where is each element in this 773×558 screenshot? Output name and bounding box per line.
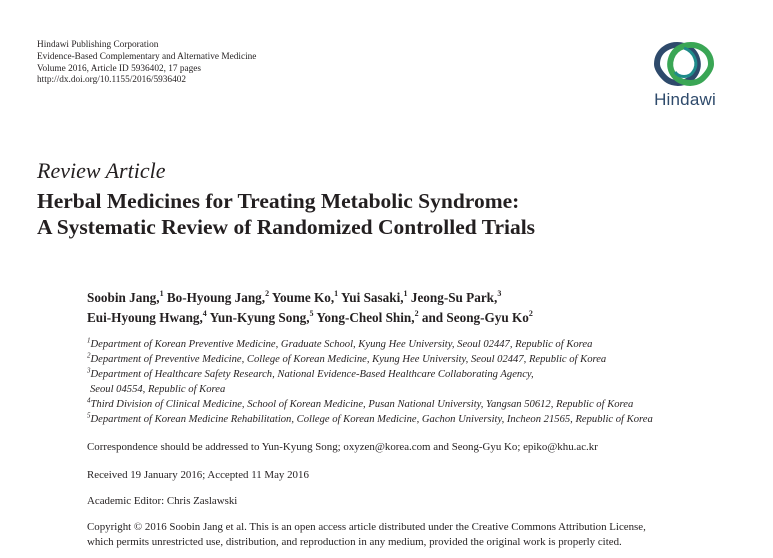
author-name: Eui-Hyoung Hwang, <box>87 310 203 325</box>
logo-text: Hindawi <box>654 90 716 109</box>
affiliation-item <box>87 397 653 412</box>
affiliation-item <box>87 337 653 352</box>
academic-editor: Academic Editor: Chris Zaslawski <box>87 495 238 507</box>
author-name: Yong-Cheol Shin, <box>316 310 415 325</box>
journal-header <box>37 40 256 87</box>
copyright-line-1: Copyright © 2016 Soobin Jang et al. This is an open access article distributed under the Creative Commons Attribution License, <box>87 521 646 533</box>
affiliation-marker: 5 <box>87 411 91 420</box>
received-dates: Received 19 January 2016; Accepted 11 May 2016 <box>87 469 309 481</box>
affiliation-marker: 1 <box>87 336 91 345</box>
author-name: Yun-Kyung Song, <box>209 310 310 325</box>
article-title <box>37 188 535 240</box>
author-list <box>87 288 533 328</box>
affiliation-text: Third Division of Clinical Medicine, School of Korean Medicine, Pusan National University, Yangsan 50612, Republic of Korea <box>90 399 634 411</box>
title-line-2: A Systematic Review of Randomized Controlled Trials <box>37 215 536 239</box>
volume-info: Volume 2016, Article ID 5936402, 17 pages <box>37 63 202 74</box>
affiliation-text: Department of Korean Preventive Medicine, Graduate School, Kyung Hee University, Seoul 02447, Republic of Korea <box>90 339 593 350</box>
hindawi-rings-icon <box>645 36 723 92</box>
author-affil-marker: 4 <box>202 308 207 318</box>
author-affil-marker: 5 <box>309 308 314 318</box>
author-name: Jeong-Su Park, <box>410 290 498 305</box>
title-line-1: Herbal Medicines for Treating Metabolic Syndrome: <box>37 189 520 213</box>
copyright-line-2: which permits unrestricted use, distribution, and reproduction in any medium, provided the original work is properly cited. <box>87 535 622 548</box>
affiliation-text: Department of Preventive Medicine, College of Korean Medicine, Kyung Hee University, Seoul 02447, Republic of Korea <box>90 354 607 366</box>
affiliation-item <box>87 382 653 397</box>
affiliation-marker: 4 <box>87 396 91 405</box>
author-affil-marker: 1 <box>334 288 339 298</box>
affiliation-text: Department of Healthcare Safety Research, National Evidence-Based Healthcare Collaborating Agency, <box>90 369 534 381</box>
copyright-notice <box>87 520 646 549</box>
affiliation-marker: 3 <box>87 366 91 375</box>
affiliation-text: Seoul 04554, Republic of Korea <box>90 384 226 396</box>
affiliation-item <box>87 352 653 367</box>
affiliation-item <box>87 412 653 427</box>
author-line-1 <box>87 288 533 308</box>
author-affil-marker: 2 <box>528 308 533 318</box>
author-name: Bo-Hyoung Jang, <box>166 290 266 305</box>
affiliation-list <box>87 337 653 428</box>
affiliation-text: Department of Korean Medicine Rehabilitation, College of Korean Medicine, Gachon University, Incheon 21565, Republic of Korea <box>90 414 653 426</box>
author-affil-marker: 2 <box>265 288 270 298</box>
author-line-2 <box>87 308 533 328</box>
author-name: and Seong-Gyu Ko <box>421 310 529 325</box>
publisher-name: Hindawi Publishing Corporation <box>37 40 159 50</box>
correspondence-line: Correspondence should be addressed to Yun-Kyung Song; oxyzen@korea.com and Seong-Gyu Ko; epiko@khu.ac.kr <box>87 441 598 453</box>
hindawi-logo <box>645 36 723 116</box>
author-name: Yui Sasaki, <box>340 290 404 305</box>
author-affil-marker: 1 <box>403 288 408 298</box>
affiliation-item <box>87 367 653 382</box>
author-affil-marker: 1 <box>159 288 164 298</box>
article-type: Review Article <box>37 158 166 183</box>
affiliation-marker: 2 <box>87 351 91 360</box>
journal-name: Evidence-Based Complementary and Alternative Medicine <box>37 51 257 62</box>
author-name: Youme Ko, <box>271 290 335 305</box>
author-name: Soobin Jang, <box>87 290 160 305</box>
author-affil-marker: 2 <box>414 308 419 318</box>
author-affil-marker: 3 <box>497 288 502 298</box>
doi-link[interactable]: http://dx.doi.org/10.1155/2016/5936402 <box>37 75 187 86</box>
